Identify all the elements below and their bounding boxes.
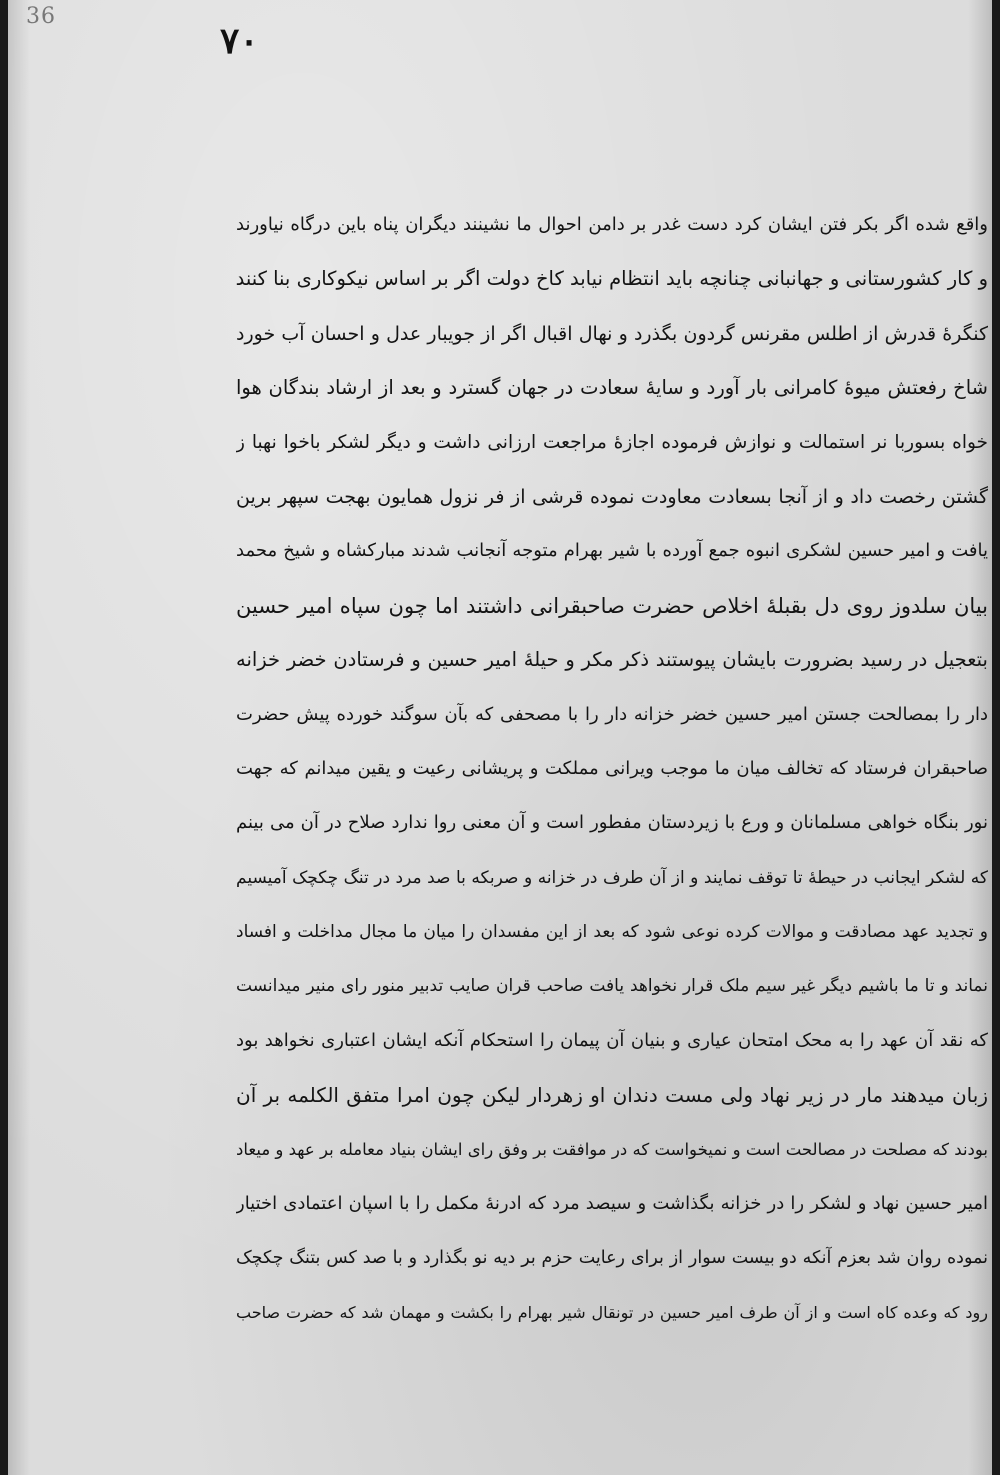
text-line: گشتن رخصت داد و از آنجا بسعادت معاودت نموده قرشی از فر نزول همایون بهجت سپهر برین [236, 485, 988, 508]
text-line: واقع شده اگر بکر فتن ایشان کرد دست غدر بر دامن احوال ما نشینند دیگران پناه باین درگاه نیاورند [236, 214, 988, 235]
text-line: نموده روان شد بعزم آنکه دو بیست سوار از برای رعایت حزم بر دیه نو بگذارد و با صد کس بتنگ چکچک [236, 1248, 988, 1269]
text-line: رود که وعده کاه است و از آن طرف امیر حسین در تونقال شیر بهرام را بکشت و مهمان شد که حضرت صاحب [236, 1302, 988, 1322]
text-line: که لشکر ایجانب در حیطهٔ تا توقف نمایند و از آن طرف در خزانه و صربکه با صد مرد در تنگ چکچک آمیسیم [236, 867, 988, 888]
manuscript-text-block [236, 198, 988, 1340]
text-line: شاخ رفعتش میوهٔ کامرانی بار آورد و سایهٔ سعادت در جهان گسترد و بعد از ارشاد بندگان هوا [236, 376, 988, 400]
text-line: بیان سلدوز روی دل بقبلهٔ اخلاص حضرت صاحبقرانی داشتند اما چون سپاه امیر حسین [236, 593, 988, 618]
text-line: امیر حسین نهاد و لشکر را در خزانه بگذاشت و سیصد مرد که ادرنهٔ مکمل را با اسپان اعتمادی اختیار [236, 1193, 988, 1215]
text-line: بتعجیل در رسید بضرورت بایشان پیوستند ذکر مکر و حیلهٔ امیر حسین و فرستادن خضر خزانه [236, 648, 988, 672]
text-line: نور بنگاه خواهی مسلمانان و ورع با زیردستان مفطور است و آن معنی روا ندارد صلاح در آن می بینم [236, 812, 988, 834]
text-line: یافت و امیر حسین لشکری انبوه جمع آورده با شیر بهرام متوجه آنجانب شدند مبارکشاه و شیخ محمد [236, 540, 988, 562]
text-line: زبان میدهند مار در زیر نهاد ولی مست دندان او زهردار لیکن چون امرا متفق الکلمه بر آن [236, 1083, 988, 1108]
manuscript-page [8, 0, 992, 1475]
text-line: خواه بسوربا نر استمالت و نوازش فرموده اجازهٔ مراجعت ارزانی داشت و دیگر لشکر باخوا نهبا ز [236, 431, 988, 453]
text-line: و تجدید عهد مصادقت و موالات کرده نوعی شود که بعد از این مفسدان را میان ما مجال مداخلت و افساد [236, 922, 988, 943]
folio-number: ٧٠ [220, 20, 259, 62]
text-line: بودند که مصلحت در مصالحت است و نمیخواست که در موافقت بر وفق رای ایشان بنیاد معامله بر عهد و میعاد [236, 1139, 988, 1159]
text-line: که نقد آن عهد را به محک امتحان عیاری و بنیان آن پیمان را استحکام آنکه ایشان اعتباری نخواهد بود [236, 1029, 988, 1051]
shelfmark-number: 36 [26, 4, 56, 29]
text-line: دار را بمصالحت جستن امیر حسین خضر خزانه دار را با مصحفی که بآن سوگند خورده پیش حضرت [236, 703, 988, 725]
text-line: صاحبقران فرستاد که تخالف میان ما موجب ویرانی مملکت و پریشانی رعیت و یقین میدانم که جهت [236, 757, 988, 779]
text-line: و کار کشورستانی و جهانبانی چنانچه باید انتظام نیابد کاخ دولت اگر بر اساس نیکوکاری بنا کنند [236, 267, 988, 291]
text-line: کنگرهٔ قدرش از اطلس مقرنس گردون بگذرد و نهال اقبال اگر از جویبار عدل و احسان آب خورد [236, 322, 988, 345]
text-line: نماند و تا ما باشیم دیگر غیر سیم ملک قرار نخواهد یافت صاحب قران صایب تدبیر منور رای منیر میدانست [236, 976, 988, 997]
